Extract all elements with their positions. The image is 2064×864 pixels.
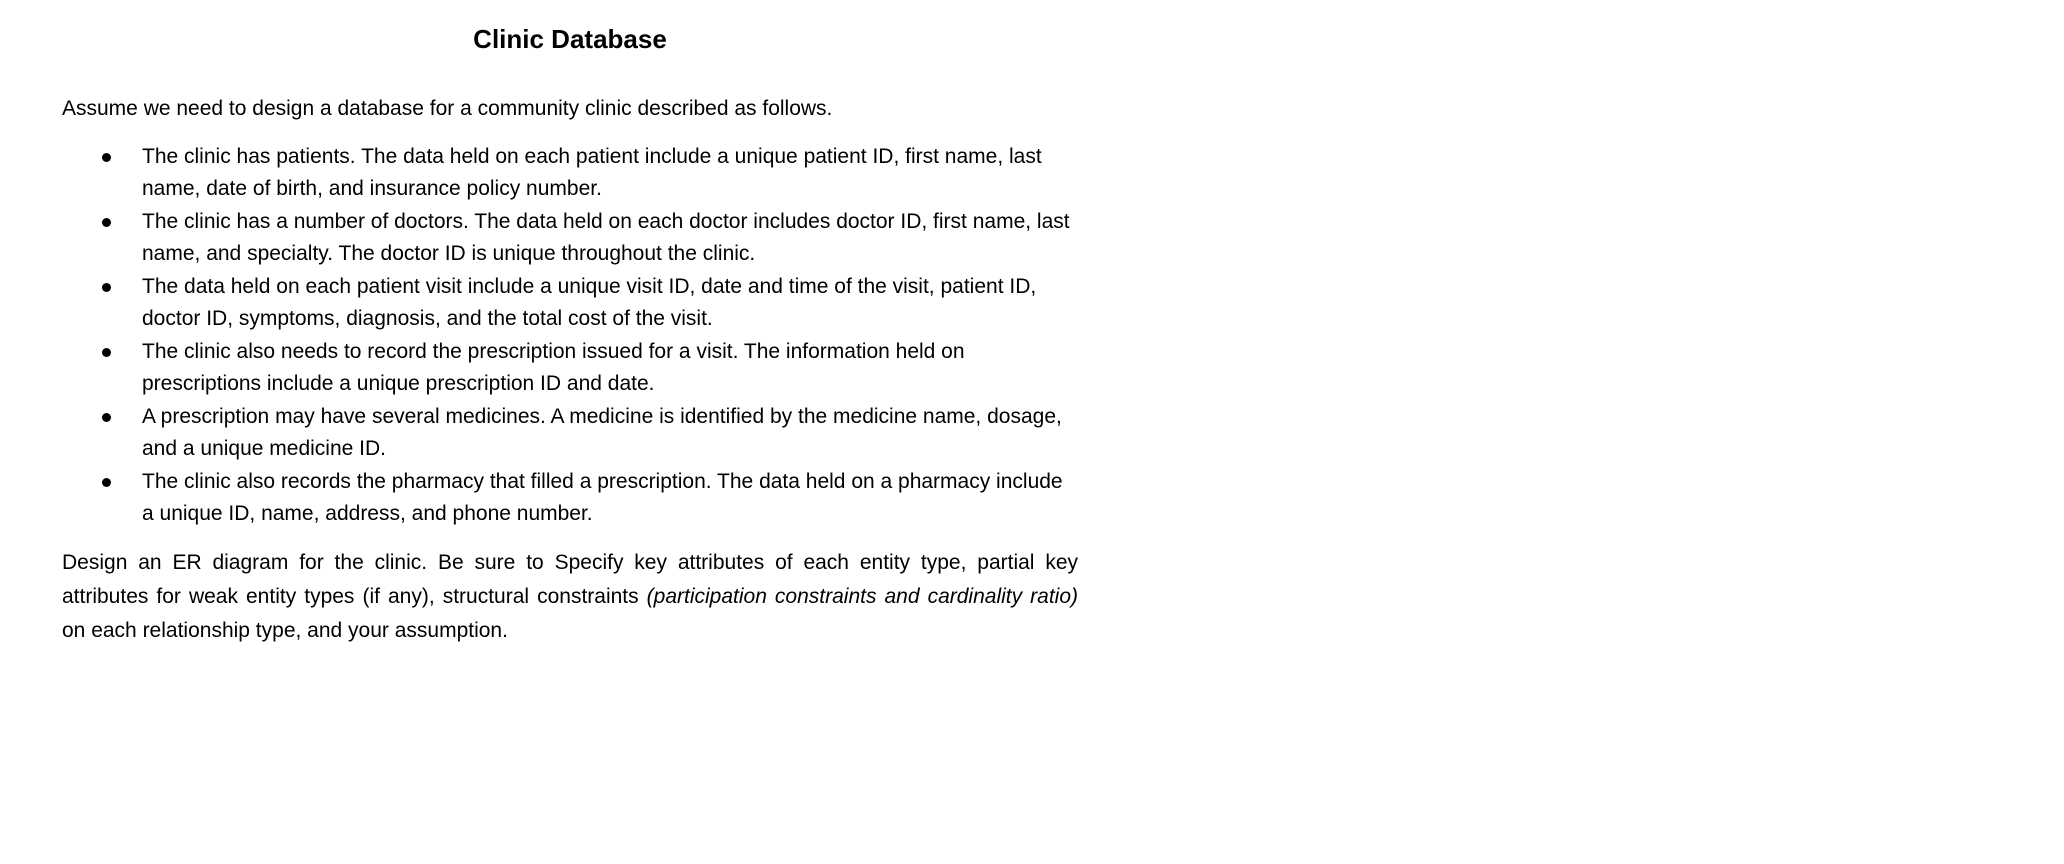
- list-item: [62, 401, 1078, 465]
- list-item: [62, 336, 1078, 400]
- document-page: [62, 0, 1078, 648]
- list-item-text: The clinic also records the pharmacy that filled a prescription. The data held on a pharmacy include a unique ID, name, address, and phone number.: [142, 470, 1063, 525]
- bullet-icon: [102, 413, 111, 422]
- instructions-paragraph: [62, 546, 1078, 648]
- list-item: [62, 141, 1078, 205]
- list-item-text: The clinic has a number of doctors. The data held on each doctor includes doctor ID, first name, last name, and specialty. The doctor ID is unique throughout the clinic.: [142, 210, 1070, 265]
- list-item: [62, 271, 1078, 335]
- instructions-emphasis: (participation constraints and cardinality ratio): [646, 585, 1078, 608]
- bullet-icon: [102, 218, 111, 227]
- list-item: [62, 466, 1078, 530]
- list-item-text: The clinic has patients. The data held on each patient include a unique patient ID, first name, last name, date of birth, and insurance policy number.: [142, 145, 1042, 200]
- intro-paragraph: Assume we need to design a database for a community clinic described as follows.: [62, 97, 833, 120]
- instructions-text-end: on each relationship type, and your assumption.: [62, 619, 508, 642]
- bullet-icon: [102, 478, 111, 487]
- list-item: [62, 206, 1078, 270]
- bullet-icon: [102, 348, 111, 357]
- list-item-text: A prescription may have several medicines. A medicine is identified by the medicine name, dosage, and a unique medicine ID.: [142, 405, 1062, 460]
- bullet-icon: [102, 153, 111, 162]
- list-item-text: The clinic also needs to record the prescription issued for a visit. The information held on prescriptions include a unique prescription ID and date.: [142, 340, 965, 395]
- list-item-text: The data held on each patient visit include a unique visit ID, date and time of the visit, patient ID, doctor ID, symptoms, diagnosis, and the total cost of the visit.: [142, 275, 1037, 330]
- requirements-list: [62, 141, 1078, 530]
- instructions-text: Design an ER diagram for the clinic. Be sure to Specify key attributes of each entity type, partial key attributes for weak entity types (if any), structural constraints: [62, 551, 1078, 608]
- document-title: Clinic Database: [473, 24, 667, 54]
- bullet-icon: [102, 283, 111, 292]
